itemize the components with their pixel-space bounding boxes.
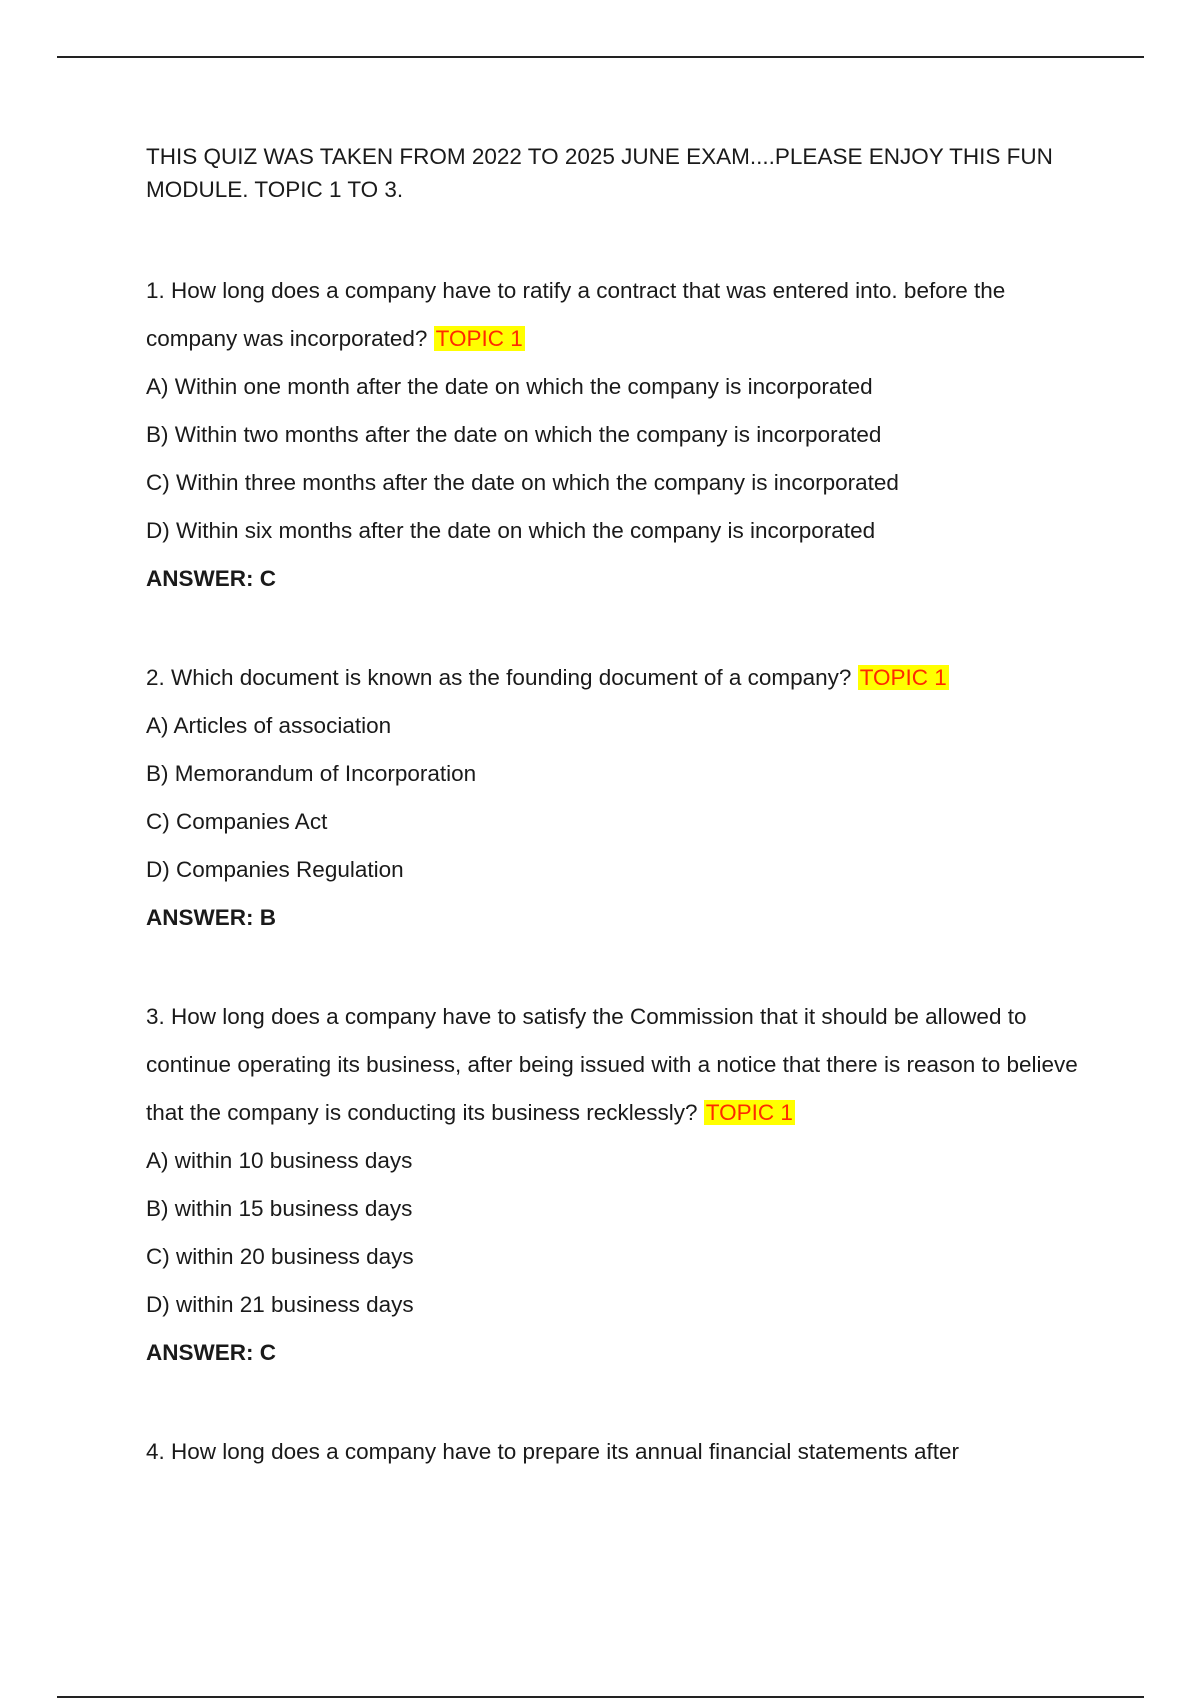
topic-highlight: TOPIC 1 bbox=[859, 665, 947, 690]
question-text bbox=[146, 1428, 1096, 1476]
answer-label: ANSWER: C bbox=[146, 566, 276, 591]
question-prompt: 2. Which document is known as the founding document of a company? bbox=[146, 665, 852, 690]
answer-label: ANSWER: C bbox=[146, 1340, 276, 1365]
question-text bbox=[146, 267, 1096, 363]
footer-rule bbox=[57, 1696, 1144, 1698]
option-a: A) Within one month after the date on which the company is incorporated bbox=[146, 374, 873, 399]
question-text bbox=[146, 654, 1096, 702]
topic-highlight: TOPIC 1 bbox=[435, 326, 523, 351]
question-prompt: 3. How long does a company have to satisfy the Commission that it should be allowed to continue operating its business, after being issued with a notice that there is reason to believe that the company is conducting its business recklessly? bbox=[146, 1004, 1078, 1125]
option-a: A) within 10 business days bbox=[146, 1148, 413, 1173]
document-page bbox=[146, 140, 1096, 1527]
question-4 bbox=[146, 1428, 1096, 1476]
answer-label: ANSWER: B bbox=[146, 905, 276, 930]
option-c: C) Within three months after the date on which the company is incorporated bbox=[146, 470, 899, 495]
question-text bbox=[146, 993, 1096, 1137]
option-b: B) Memorandum of Incorporation bbox=[146, 761, 477, 786]
topic-highlight: TOPIC 1 bbox=[705, 1100, 793, 1125]
question-prompt: 4. How long does a company have to prepare its annual financial statements after bbox=[146, 1439, 959, 1464]
option-b: B) within 15 business days bbox=[146, 1196, 413, 1221]
intro-text: THIS QUIZ WAS TAKEN FROM 2022 TO 2025 JUNE EXAM....PLEASE ENJOY THIS FUN MODULE. TOPIC 1 TO 3. bbox=[146, 144, 1053, 202]
question-2 bbox=[146, 654, 1096, 942]
question-1 bbox=[146, 267, 1096, 603]
header-rule bbox=[57, 56, 1144, 58]
option-d: D) Companies Regulation bbox=[146, 857, 404, 882]
option-d: D) within 21 business days bbox=[146, 1292, 414, 1317]
option-a: A) Articles of association bbox=[146, 713, 392, 738]
question-3 bbox=[146, 993, 1096, 1377]
option-b: B) Within two months after the date on which the company is incorporated bbox=[146, 422, 882, 447]
option-d: D) Within six months after the date on which the company is incorporated bbox=[146, 518, 876, 543]
option-c: C) within 20 business days bbox=[146, 1244, 414, 1269]
question-prompt: 1. How long does a company have to ratify a contract that was entered into. before the company was incorporated? bbox=[146, 278, 1006, 351]
option-c: C) Companies Act bbox=[146, 809, 328, 834]
